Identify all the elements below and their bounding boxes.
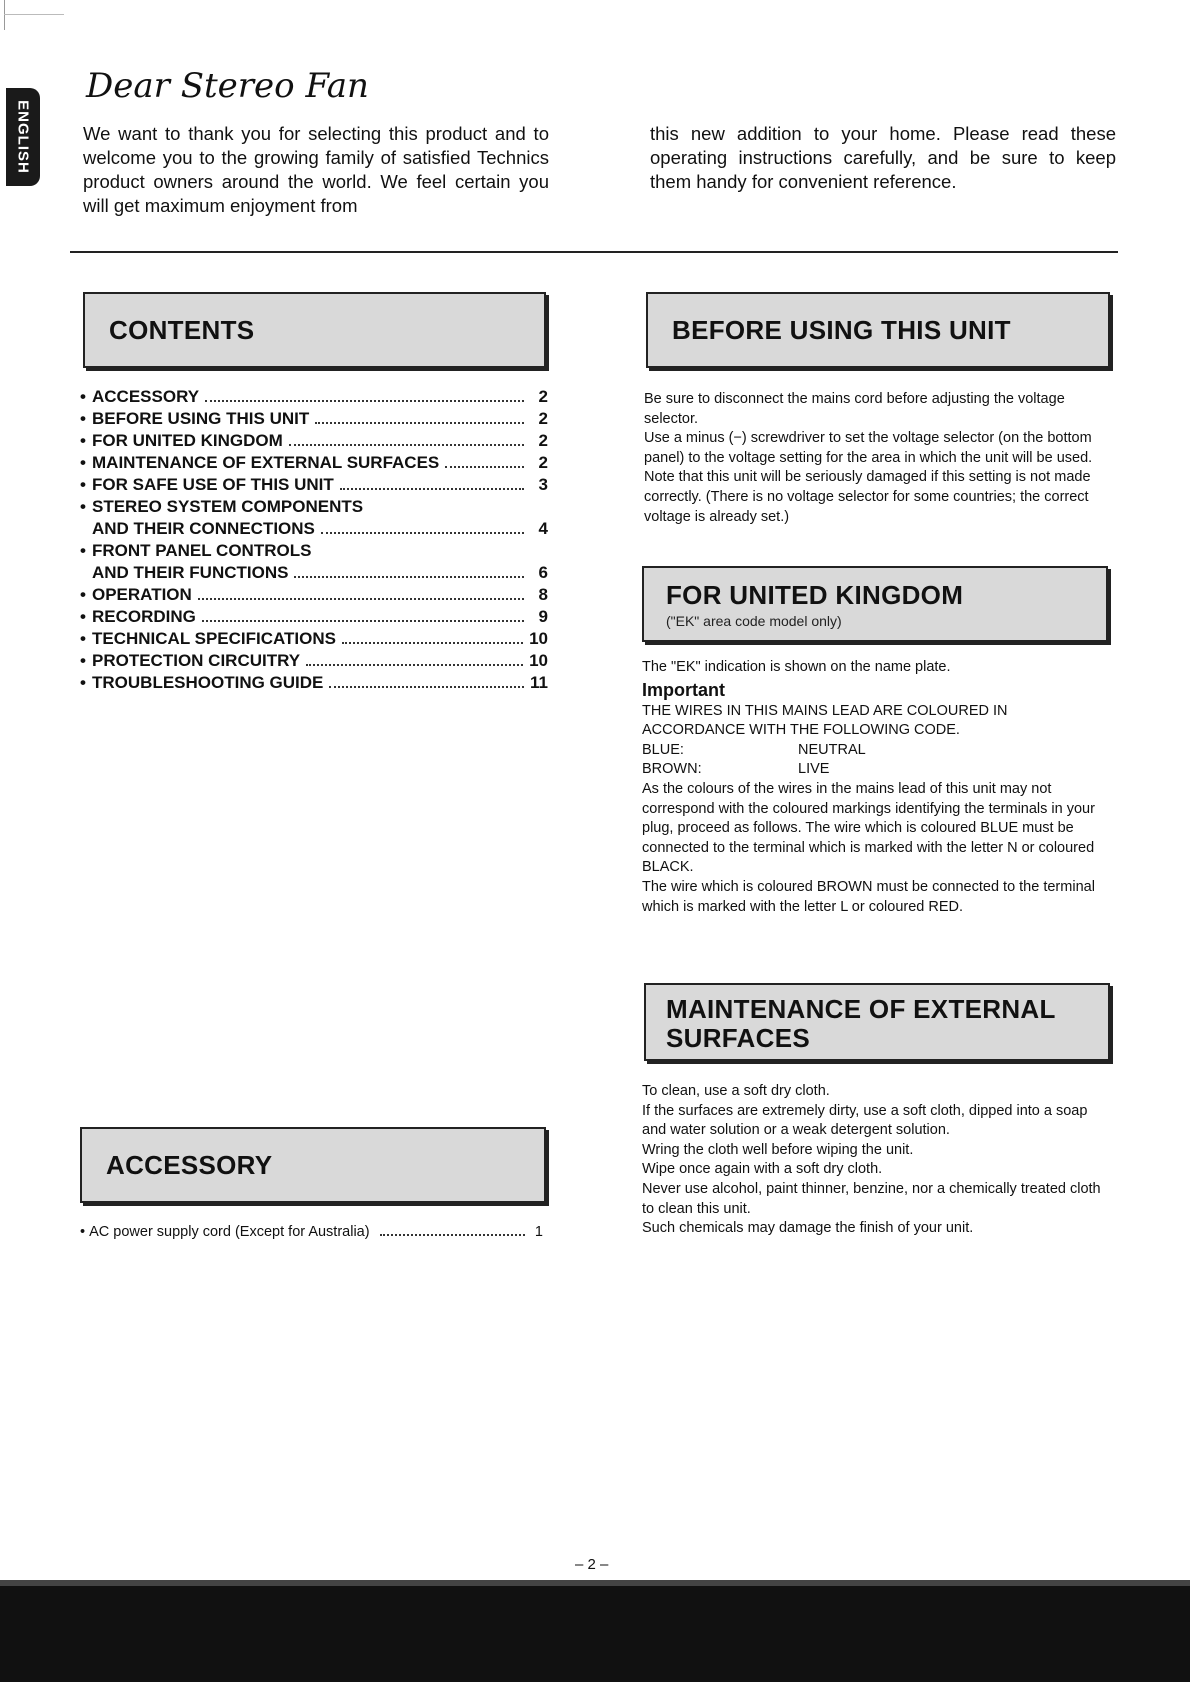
intro-text-right: this new addition to your home. Please read these operating instructions carefully, and be sure to keep them handy for convenient reference. bbox=[650, 123, 1116, 192]
uk-title: FOR UNITED KINGDOM bbox=[666, 580, 964, 610]
uk-text bbox=[642, 658, 1112, 917]
uk-important-text: THE WIRES IN THIS MAINS LEAD ARE COLOURED IN ACCORDANCE WITH THE FOLLOWING CODE. bbox=[642, 702, 1008, 739]
toc-item-operation[interactable]: • OPERATION 8 bbox=[80, 585, 548, 604]
toc-item-technical-specs[interactable]: • TECHNICAL SPECIFICATIONS 10 bbox=[80, 629, 548, 648]
maintenance-para-3: Wring the cloth well before wiping the unit. bbox=[642, 1141, 914, 1158]
maintenance-title-line-2: SURFACES bbox=[666, 1023, 810, 1053]
toc-item-safe-use[interactable]: • FOR SAFE USE OF THIS UNIT 3 bbox=[80, 475, 548, 494]
uk-code-brown: BROWN: LIVE bbox=[642, 761, 830, 778]
maintenance-title-line-1: MAINTENANCE OF EXTERNAL bbox=[666, 994, 1056, 1024]
before-using-text bbox=[644, 390, 1112, 527]
toc-item-front-panel-cont[interactable]: AND THEIR FUNCTIONS 6 bbox=[92, 563, 548, 582]
before-using-title: BEFORE USING THIS UNIT bbox=[672, 314, 1011, 345]
uk-important-title: Important bbox=[642, 679, 725, 700]
accessory-header-box bbox=[80, 1127, 546, 1203]
contents-title: CONTENTS bbox=[109, 314, 255, 345]
toc-item-accessory[interactable]: • ACCESSORY 2 bbox=[80, 387, 548, 406]
accessory-title: ACCESSORY bbox=[106, 1149, 273, 1180]
uk-header-box bbox=[642, 566, 1108, 642]
toc-item-recording[interactable]: • RECORDING 9 bbox=[80, 607, 548, 626]
uk-para-2: The wire which is coloured BROWN must be connected to the terminal which is marked with the letter L or coloured RED. bbox=[642, 878, 1095, 915]
toc-item-protection-circuitry[interactable]: • PROTECTION CIRCUITRY 10 bbox=[80, 651, 548, 670]
maintenance-header-box bbox=[644, 983, 1110, 1061]
accessory-item: • AC power supply cord (Except for Australia) 1 bbox=[80, 1224, 543, 1240]
toc-item-maintenance[interactable]: • MAINTENANCE OF EXTERNAL SURFACES 2 bbox=[80, 453, 548, 472]
toc-item-united-kingdom[interactable]: • FOR UNITED KINGDOM 2 bbox=[80, 431, 548, 450]
maintenance-para-1: To clean, use a soft dry cloth. bbox=[642, 1083, 830, 1099]
uk-para-1: As the colours of the wires in the mains lead of this unit may not correspond with the coloured markings identifying the terminals in your plug, proceed as follows. The wire which is coloured BLUE must be connected to the terminal which is marked with the letter N or coloured BLACK. bbox=[642, 780, 1095, 876]
corner-mark bbox=[4, 0, 5, 30]
section-divider bbox=[70, 251, 1118, 253]
toc-item-troubleshooting[interactable]: • TROUBLESHOOTING GUIDE 11 bbox=[80, 673, 548, 692]
before-using-header-box bbox=[646, 292, 1110, 368]
contents-header-box bbox=[83, 292, 546, 368]
toc-item-before-using[interactable]: • BEFORE USING THIS UNIT 2 bbox=[80, 409, 548, 428]
page-number: – 2 – bbox=[575, 1556, 609, 1573]
language-tab bbox=[6, 88, 40, 186]
maintenance-para-4: Wipe once again with a soft dry cloth. bbox=[642, 1161, 883, 1178]
toc-item-stereo-components-cont[interactable]: AND THEIR CONNECTIONS 4 bbox=[92, 519, 548, 538]
toc-item-stereo-components[interactable]: • STEREO SYSTEM COMPONENTS bbox=[80, 497, 364, 516]
language-tab-label: ENGLISH bbox=[14, 100, 32, 174]
before-using-para-3: Note that this unit will be seriously damaged if this setting is not made correctly. (There is no voltage selector for some countries; the correct voltage is already set.) bbox=[644, 469, 1091, 525]
toc-item-front-panel[interactable]: • FRONT PANEL CONTROLS bbox=[80, 541, 312, 560]
uk-indication: The "EK" indication is shown on the name plate. bbox=[642, 659, 951, 675]
accessory-item-label: AC power supply cord (Except for Australia) bbox=[89, 1224, 370, 1240]
before-using-para-1: Be sure to disconnect the mains cord before adjusting the voltage selector. bbox=[644, 391, 1065, 427]
maintenance-para-5: Never use alcohol, paint thinner, benzine, nor a chemically treated cloth to clean this unit. bbox=[642, 1180, 1101, 1217]
uk-code-blue: BLUE: NEUTRAL bbox=[642, 741, 866, 758]
maintenance-para-2: If the surfaces are extremely dirty, use a soft cloth, dipped into a soap and water solution or a weak detergent solution. bbox=[642, 1102, 1088, 1139]
greeting-heading: Dear Stereo Fan bbox=[86, 66, 369, 106]
corner-mark-horizontal bbox=[4, 14, 64, 15]
bottom-scan-band bbox=[0, 1586, 1190, 1682]
intro-text-left: We want to thank you for selecting this product and to welcome you to the growing family of satisfied Technics product owners around the world. We feel certain you will get maximum enjoyment from bbox=[83, 123, 549, 216]
maintenance-para-6: Such chemicals may damage the finish of your unit. bbox=[642, 1220, 974, 1237]
contents-list bbox=[80, 386, 548, 694]
uk-subtitle: ("EK" area code model only) bbox=[666, 613, 842, 629]
maintenance-text bbox=[642, 1082, 1112, 1239]
accessory-item-qty: 1 bbox=[534, 1224, 543, 1240]
before-using-para-2: Use a minus (−) screwdriver to set the voltage selector (on the bottom panel) to the voltage setting for the area in which the unit will be used. bbox=[644, 430, 1093, 466]
